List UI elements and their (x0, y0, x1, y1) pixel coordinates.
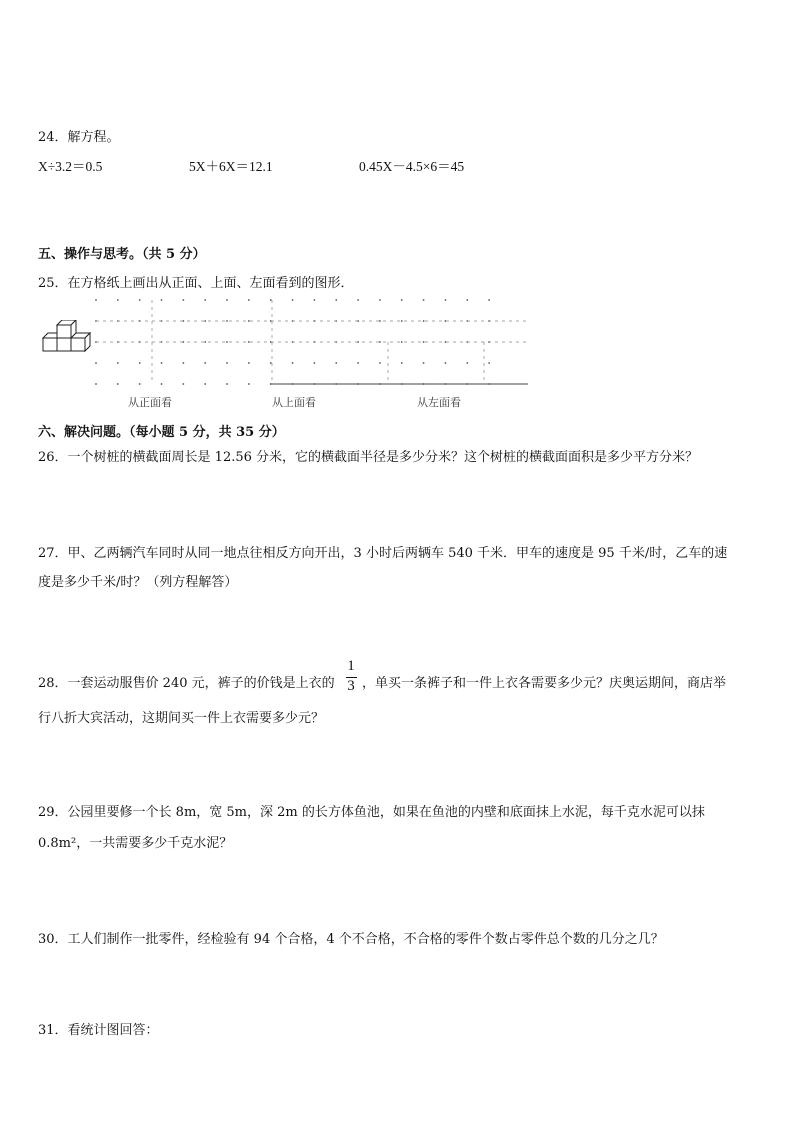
grid-dot (248, 362, 250, 364)
grid-dot (357, 299, 359, 301)
grid-dot (139, 383, 141, 385)
grid-dot (445, 362, 447, 364)
grid-dot (445, 299, 447, 301)
grid-dot (466, 362, 468, 364)
q28-line-1a: 28．一套运动服售价 240 元，裤子的价钱是上衣的 (38, 676, 335, 691)
section5-title: 五、操作与思考。（共 5 分） (38, 247, 206, 262)
grid-dot (270, 362, 272, 364)
grid-dot (248, 299, 250, 301)
grid-dot (401, 299, 403, 301)
grid-dot (423, 362, 425, 364)
grid-dot (182, 362, 184, 364)
label-top-view: 从上面看 (272, 396, 316, 409)
grid-dot (314, 299, 316, 301)
q29-line-1: 29．公园里要修一个长 8m，宽 5m，深 2m 的长方体鱼池，如果在鱼池的内壁和底面抹上水泥，每千克水泥可以抹 (38, 805, 705, 820)
grid-dot (270, 299, 272, 301)
dot-grid-paper (92, 296, 532, 388)
grid-dot (379, 341, 381, 343)
q28-line-2: 行八折大宾活动，这期间买一件上衣需要多少元？ (38, 711, 325, 726)
grid-dot (204, 383, 206, 385)
q24-equation-2: 5X＋6X＝12.1 (189, 159, 273, 174)
grid-dot (95, 383, 97, 385)
cube-stack-figure (40, 320, 92, 360)
grid-dot (182, 383, 184, 385)
grid-dot (466, 299, 468, 301)
grid-dot (182, 299, 184, 301)
grid-dot (95, 299, 97, 301)
section6-title: 六、解决问题。（每小题 5 分，共 35 分） (38, 425, 285, 440)
grid-dot (226, 299, 228, 301)
grid-dot (401, 362, 403, 364)
grid-dot (423, 341, 425, 343)
grid-dot (117, 383, 119, 385)
grid-dot (226, 341, 228, 343)
grid-dot (226, 383, 228, 385)
grid-dot (379, 299, 381, 301)
grid-dot (204, 299, 206, 301)
grid-dot (423, 299, 425, 301)
q29-line-2: 0.8m²，一共需要多少千克水泥？ (38, 836, 233, 851)
grid-dot (379, 362, 381, 364)
q28-line-1b: ，单买一条裤子和一件上衣各需要多少元？庆奥运期间，商店举 (362, 676, 727, 691)
grid-dot (379, 320, 381, 322)
grid-dot (401, 320, 403, 322)
grid-dot (161, 362, 163, 364)
grid-dot (117, 299, 119, 301)
grid-dot (248, 341, 250, 343)
grid-dot (488, 299, 490, 301)
grid-dot (95, 362, 97, 364)
grid-dot (357, 362, 359, 364)
q27-line-2: 度是多少千米/时？（列方程解答） (38, 575, 238, 590)
grid-dot (248, 383, 250, 385)
grid-dot (314, 362, 316, 364)
grid-dot (292, 299, 294, 301)
q24-title: 24．解方程。 (38, 130, 120, 145)
grid-dot (226, 320, 228, 322)
q27-line-1: 27．甲、乙两辆汽车同时从同一地点往相反方向开出，3 小时后两辆车 540 千米．甲车的速度是 95 千米/时，乙车的速 (38, 546, 728, 561)
grid-dot (117, 362, 119, 364)
grid-dot (139, 362, 141, 364)
grid-dot (139, 299, 141, 301)
fraction-numerator: 1 (347, 658, 355, 674)
grid-dot (335, 299, 337, 301)
grid-dot (204, 341, 206, 343)
q26-text: 26．一个树桩的横截面周长是 12.56 分米，它的横截面半径是多少分米？这个树桩的横截面面积是多少平方分米？ (38, 450, 699, 465)
grid-dot (248, 320, 250, 322)
fraction-denominator: 3 (347, 678, 355, 694)
grid-dot (335, 362, 337, 364)
grid-dot (161, 299, 163, 301)
grid-dot (204, 320, 206, 322)
q24-equation-3: 0.45X－4.5×6＝45 (359, 159, 465, 174)
q25-title: 25．在方格纸上画出从正面、上面、左面看到的图形． (38, 276, 354, 291)
q30-text: 30．工人们制作一批零件，经检验有 94 个合格，4 个不合格，不合格的零件个数占零件总个数的几分之几？ (38, 932, 664, 947)
grid-dot (488, 362, 490, 364)
grid-dot (423, 320, 425, 322)
grid-dot (161, 383, 163, 385)
grid-dot (204, 362, 206, 364)
label-left-view: 从左面看 (417, 396, 461, 409)
grid-dot (226, 362, 228, 364)
grid-dot (401, 341, 403, 343)
q24-equation-1: X÷3.2＝0.5 (38, 159, 103, 174)
q31-text: 31．看统计图回答： (38, 1023, 159, 1038)
grid-dot (292, 362, 294, 364)
label-front-view: 从正面看 (128, 396, 172, 409)
